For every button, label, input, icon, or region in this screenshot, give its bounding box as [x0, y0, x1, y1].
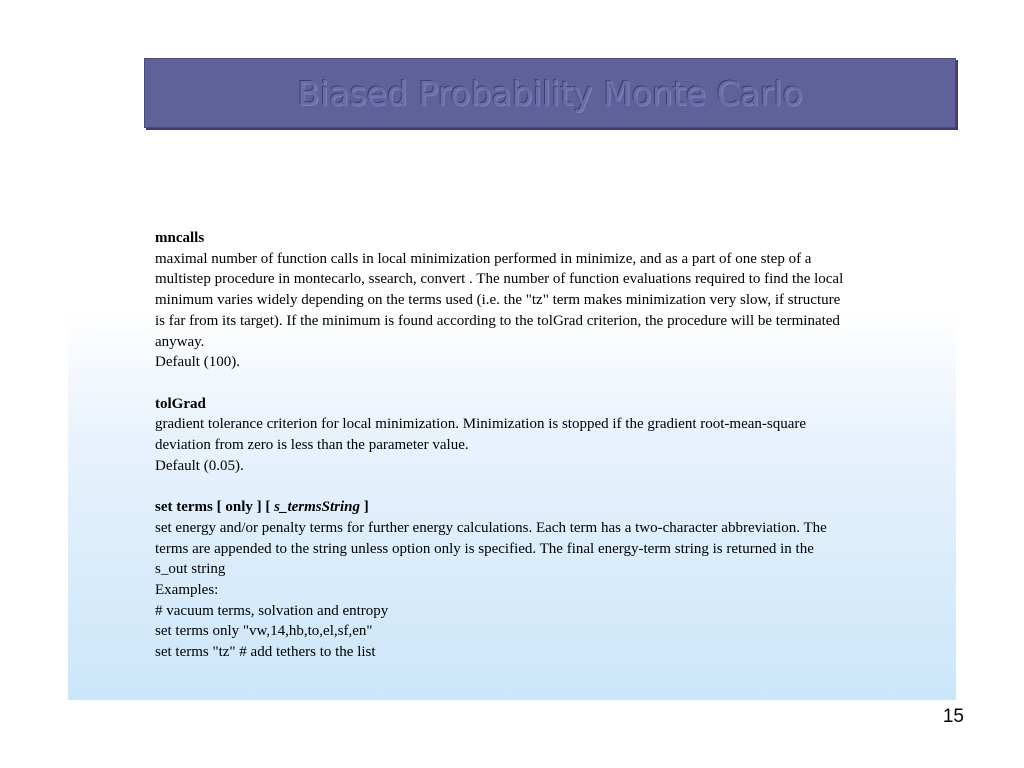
setterms-heading-suffix: ]	[360, 499, 369, 516]
mncalls-heading: mncalls	[155, 230, 205, 246]
spacer	[155, 476, 945, 497]
slide-title: Biased Probability Monte Carlo	[297, 74, 803, 113]
setterms-example-2: set terms only "vw,14,hb,to,el,sf,en"	[155, 623, 373, 640]
setterms-example-1: # vacuum terms, solvation and entropy	[155, 602, 389, 619]
setterms-example-3: set terms "tz" # add tethers to the list	[155, 644, 376, 661]
mncalls-line-5: anyway.	[155, 333, 205, 350]
mncalls-line-2: multistep procedure in montecarlo, ssearch, convert . The number of function evaluations required to find the local	[155, 271, 844, 288]
setterms-line-2: terms are appended to the string unless option only is specified. The final energy-term string is returned in the	[155, 540, 814, 557]
mncalls-line-1: maximal number of function calls in local minimization performed in minimize, and as a part of one step of a	[155, 250, 812, 267]
slide-body	[155, 228, 945, 663]
mncalls-line-4: is far from its target). If the minimum is found according to the tolGrad criterion, the procedure will be terminated	[155, 312, 840, 329]
mncalls-line-3: minimum varies widely depending on the terms used (i.e. the "tz" term makes minimization very slow, if structure	[155, 292, 841, 309]
setterms-heading-param: s_termsString	[274, 499, 361, 516]
setterms-heading	[155, 497, 945, 518]
setterms-line-1: set energy and/or penalty terms for further energy calculations. Each term has a two-character abbreviation. The	[155, 519, 827, 536]
mncalls-default: Default (100).	[155, 354, 240, 371]
title-bar	[144, 58, 956, 128]
tolgrad-heading: tolGrad	[155, 395, 206, 412]
page-number: 15	[942, 706, 964, 727]
setterms-heading-prefix: set terms [ only ] [	[155, 499, 275, 516]
setterms-line-3: s_out string	[155, 561, 226, 578]
tolgrad-default: Default (0.05).	[155, 457, 244, 474]
tolgrad-line-1: gradient tolerance criterion for local minimization. Minimization is stopped if the gradient root-mean-square	[155, 416, 807, 433]
setterms-examples-label: Examples:	[155, 581, 219, 598]
tolgrad-line-2: deviation from zero is less than the parameter value.	[155, 437, 469, 454]
spacer	[155, 373, 945, 394]
